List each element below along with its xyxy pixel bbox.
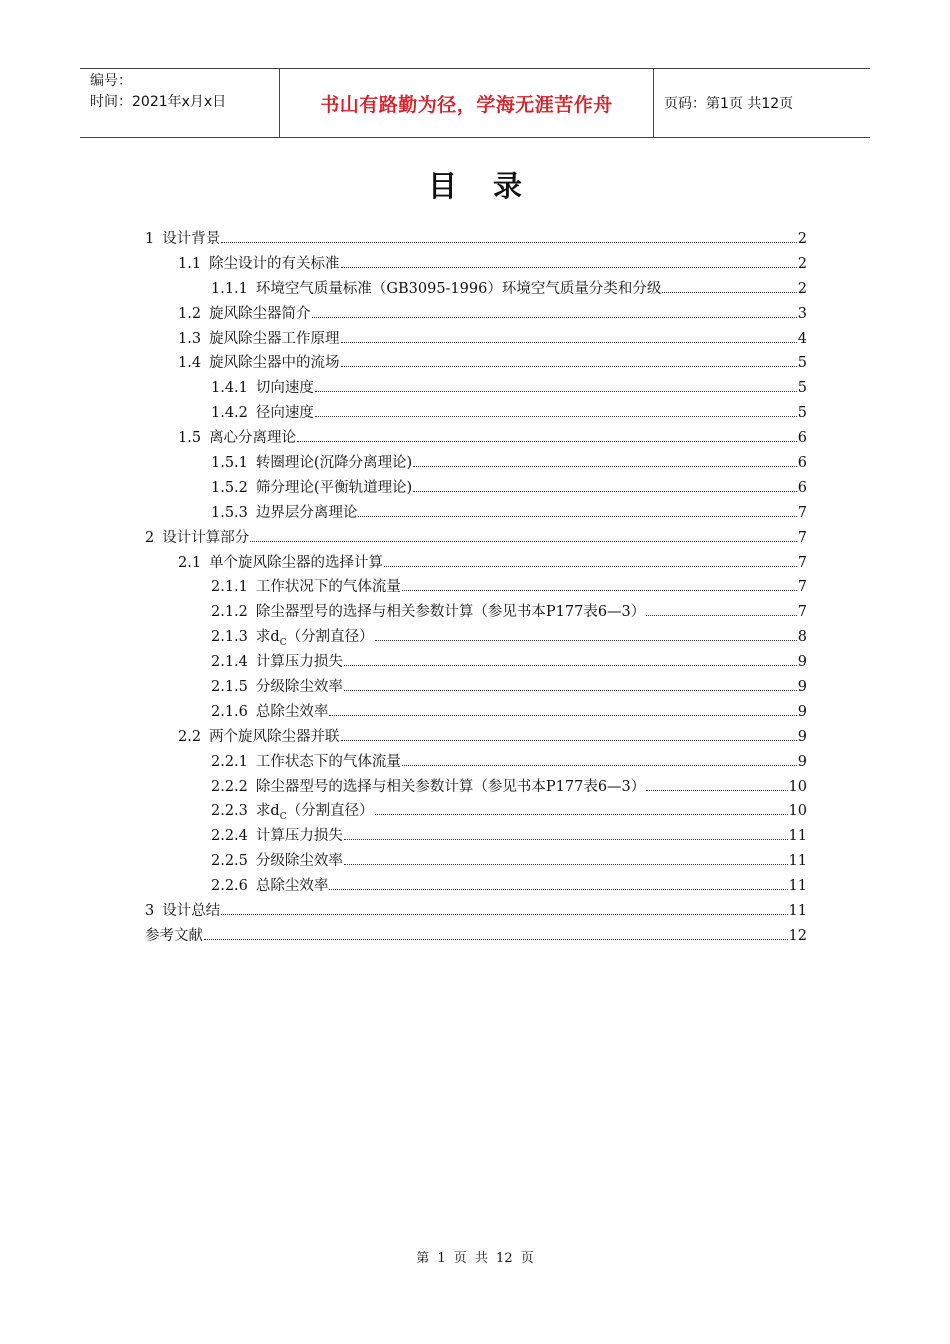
toc-entry[interactable] bbox=[145, 824, 807, 849]
toc-entry-number: 2.1.2 bbox=[211, 604, 248, 621]
toc-entry[interactable] bbox=[145, 501, 807, 526]
toc-entry-page: 6 bbox=[797, 430, 807, 447]
toc-dot-leader bbox=[297, 441, 797, 442]
toc-entry[interactable] bbox=[145, 252, 807, 277]
document-time-label: 时间：2021年x月x日 bbox=[90, 94, 227, 110]
toc-entry-page: 3 bbox=[797, 305, 807, 322]
toc-entry-number: 1.4 bbox=[178, 355, 202, 372]
toc-dot-leader bbox=[341, 740, 797, 741]
toc-entry-title: 求$d_C$（分割直径） bbox=[255, 629, 374, 649]
toc-entry-number: 2.2.6 bbox=[211, 878, 248, 895]
toc-entry-number: 1.1 bbox=[178, 255, 202, 272]
toc-entry-title: 两个旋风除尘器并联 bbox=[209, 728, 340, 745]
toc-entry-title: 求$d_C$（分割直径） bbox=[255, 803, 374, 823]
toc-dot-leader bbox=[221, 914, 787, 915]
toc-entry-number: 1 bbox=[145, 231, 155, 247]
header-meta bbox=[80, 69, 280, 137]
toc-dot-leader bbox=[315, 416, 797, 417]
toc-entry[interactable] bbox=[145, 924, 807, 949]
toc-entry-number: 1.5.2 bbox=[211, 479, 248, 496]
toc-entry-number: 2.1.6 bbox=[211, 703, 248, 720]
toc-dot-leader bbox=[402, 765, 797, 766]
toc-dot-leader bbox=[662, 292, 796, 293]
toc-entry-number: 1.3 bbox=[178, 330, 202, 347]
toc-entry-title: 总除尘效率 bbox=[255, 878, 329, 895]
document-number-label: 编号： bbox=[90, 73, 132, 89]
toc-entry-title: 分级除尘效率 bbox=[255, 679, 343, 696]
toc-entry[interactable] bbox=[145, 575, 807, 600]
toc-entry-title: 设计背景 bbox=[162, 231, 221, 247]
toc-entry-number: 1.2 bbox=[178, 305, 202, 322]
toc-dot-leader bbox=[329, 715, 796, 716]
toc-entry[interactable] bbox=[145, 750, 807, 775]
toc-dot-leader bbox=[344, 864, 788, 865]
toc-entry-page: 7 bbox=[797, 504, 807, 521]
toc-dot-leader bbox=[329, 889, 787, 890]
toc-entry-title: 除尘器型号的选择与相关参数计算（参见书本P177表6—3） bbox=[255, 778, 646, 795]
toc-entry[interactable] bbox=[145, 799, 807, 824]
toc-dot-leader bbox=[375, 640, 797, 641]
header-page-info: 页码：第1页 共12页 bbox=[664, 96, 794, 112]
toc-entry-title: 切向速度 bbox=[255, 380, 314, 397]
toc-entry-page: 10 bbox=[788, 803, 807, 820]
toc-entry-title: 计算压力损失 bbox=[255, 654, 343, 671]
toc-entry-title: 筛分理论(平衡轨道理论) bbox=[255, 479, 413, 496]
toc-entry-number: 2.1.1 bbox=[211, 579, 248, 596]
toc-entry-page: 5 bbox=[797, 355, 807, 372]
toc-dot-leader bbox=[344, 665, 797, 666]
toc-entry-title: 参考文献 bbox=[145, 927, 203, 944]
toc-entry-title: 工作状态下的气体流量 bbox=[255, 753, 401, 770]
toc-entry-number: 2.1.3 bbox=[211, 629, 248, 646]
toc-entry[interactable] bbox=[145, 277, 807, 302]
toc-entry[interactable] bbox=[145, 675, 807, 700]
toc-entry-page: 9 bbox=[797, 753, 807, 770]
toc-dot-leader bbox=[413, 466, 797, 467]
toc-entry[interactable] bbox=[145, 551, 807, 576]
toc-entry-number: 1.5 bbox=[178, 430, 202, 447]
toc-dot-leader bbox=[341, 267, 797, 268]
toc-entry[interactable] bbox=[145, 327, 807, 352]
toc-entry-page: 8 bbox=[797, 629, 807, 646]
toc-entry-title: 环境空气质量标准（GB3095-1996）环境空气质量分类和分级 bbox=[255, 280, 662, 297]
toc-entry-number: 1.1.1 bbox=[211, 280, 248, 297]
toc-entry-title: 设计总结 bbox=[162, 903, 221, 920]
toc-dot-leader bbox=[341, 342, 797, 343]
toc-entry-number: 2.2 bbox=[178, 728, 202, 745]
toc-entry-title: 旋风除尘器简介 bbox=[209, 305, 311, 322]
toc-entry-title: 单个旋风除尘器的选择计算 bbox=[209, 554, 384, 571]
toc-dot-leader bbox=[344, 690, 797, 691]
toc-entry-page: 9 bbox=[797, 679, 807, 696]
toc-entry[interactable] bbox=[145, 401, 807, 426]
toc-dot-leader bbox=[358, 516, 796, 517]
toc-entry-page: 11 bbox=[788, 853, 807, 870]
toc-title: 目录 bbox=[427, 169, 558, 203]
toc-entry-page: 6 bbox=[797, 455, 807, 472]
toc-dot-leader bbox=[375, 814, 788, 815]
toc-entry-number: 2.2.1 bbox=[211, 753, 248, 770]
toc-entry-title: 分级除尘效率 bbox=[255, 853, 343, 870]
toc-entry-number: 1.5.3 bbox=[211, 504, 248, 521]
toc-entry-page: 7 bbox=[797, 579, 807, 596]
toc-entry-page: 11 bbox=[788, 878, 807, 895]
toc-entry-number: 2.2.3 bbox=[211, 803, 248, 820]
toc-dot-leader bbox=[204, 939, 788, 940]
toc-dot-leader bbox=[221, 242, 797, 243]
toc-entry[interactable] bbox=[145, 700, 807, 725]
toc-dot-leader bbox=[341, 366, 797, 367]
toc-entry-number: 2.2.4 bbox=[211, 828, 248, 845]
toc-entry-number: 2.2.2 bbox=[211, 778, 248, 795]
toc-entry-number: 1.5.1 bbox=[211, 455, 248, 472]
toc-entry-page: 5 bbox=[797, 405, 807, 422]
toc-entry-page: 7 bbox=[797, 604, 807, 621]
toc-entry[interactable] bbox=[145, 899, 807, 924]
toc-entry-page: 9 bbox=[797, 703, 807, 720]
toc-entry-title: 径向速度 bbox=[255, 405, 314, 422]
toc-entry-title: 转圈理论(沉降分离理论) bbox=[255, 455, 413, 472]
toc-entry-number: 2.1.5 bbox=[211, 679, 248, 696]
toc-entry[interactable] bbox=[145, 376, 807, 401]
toc-entry-title: 除尘器型号的选择与相关参数计算（参见书本P177表6—3） bbox=[255, 604, 646, 621]
toc-dot-leader bbox=[646, 615, 796, 616]
toc-entry-page: 10 bbox=[788, 778, 807, 795]
toc-entry-page: 11 bbox=[788, 903, 807, 920]
toc-entry[interactable] bbox=[145, 526, 807, 551]
toc-dot-leader bbox=[315, 391, 797, 392]
toc-entry-number: 2 bbox=[145, 529, 155, 546]
toc-entry-number: 2.1 bbox=[178, 554, 202, 571]
toc-dot-leader bbox=[413, 491, 797, 492]
toc-entry-page: 7 bbox=[797, 554, 807, 571]
toc-entry-title: 除尘设计的有关标准 bbox=[209, 255, 340, 272]
table-of-contents bbox=[145, 227, 807, 949]
toc-entry-page: 6 bbox=[797, 479, 807, 496]
toc-entry-title: 旋风除尘器中的流场 bbox=[209, 355, 340, 372]
toc-entry[interactable] bbox=[145, 302, 807, 327]
toc-entry-number: 2.2.5 bbox=[211, 853, 248, 870]
toc-entry-number: 1.4.2 bbox=[211, 405, 248, 422]
toc-entry[interactable] bbox=[145, 426, 807, 451]
toc-entry-title: 计算压力损失 bbox=[255, 828, 343, 845]
toc-entry[interactable] bbox=[145, 650, 807, 675]
toc-dot-leader bbox=[312, 317, 797, 318]
toc-dot-leader bbox=[344, 839, 788, 840]
toc-entry[interactable] bbox=[145, 351, 807, 376]
toc-entry-page: 2 bbox=[797, 280, 807, 297]
page-header bbox=[80, 68, 870, 138]
toc-entry-page: 9 bbox=[797, 728, 807, 745]
toc-entry[interactable] bbox=[145, 874, 807, 899]
toc-entry-page: 7 bbox=[797, 529, 807, 546]
toc-entry-number: 3 bbox=[145, 903, 155, 920]
toc-entry[interactable] bbox=[145, 725, 807, 750]
toc-entry[interactable] bbox=[145, 451, 807, 476]
toc-entry-page: 4 bbox=[797, 330, 807, 347]
toc-entry[interactable] bbox=[145, 476, 807, 501]
toc-dot-leader bbox=[402, 590, 797, 591]
toc-entry[interactable] bbox=[145, 849, 807, 874]
toc-dot-leader bbox=[384, 566, 797, 567]
toc-entry-number: 2.1.4 bbox=[211, 654, 248, 671]
toc-entry-title: 设计计算部分 bbox=[162, 529, 250, 546]
toc-entry-page: 5 bbox=[797, 380, 807, 397]
toc-entry-page: 9 bbox=[797, 654, 807, 671]
toc-entry-page: 12 bbox=[788, 927, 807, 944]
toc-entry-page: 11 bbox=[788, 828, 807, 845]
toc-entry[interactable] bbox=[145, 625, 807, 650]
toc-entry-page: 2 bbox=[797, 231, 807, 247]
toc-entry[interactable] bbox=[145, 600, 807, 625]
toc-entry[interactable] bbox=[145, 775, 807, 800]
toc-entry-title: 工作状况下的气体流量 bbox=[255, 579, 401, 596]
header-motto: 书山有路勤为径，学海无涯苦作舟 bbox=[280, 69, 654, 137]
toc-dot-leader bbox=[250, 541, 797, 542]
toc-entry-page: 2 bbox=[797, 255, 807, 272]
toc-entry-title: 离心分离理论 bbox=[209, 430, 297, 447]
toc-entry-title: 边界层分离理论 bbox=[255, 504, 358, 521]
toc-entry[interactable] bbox=[145, 227, 807, 252]
toc-entry-title: 旋风除尘器工作原理 bbox=[209, 330, 340, 347]
toc-dot-leader bbox=[646, 790, 787, 791]
page-footer: 第 1 页 共 12 页 bbox=[416, 1251, 534, 1266]
toc-entry-title: 总除尘效率 bbox=[255, 703, 329, 720]
toc-entry-number: 1.4.1 bbox=[211, 380, 248, 397]
